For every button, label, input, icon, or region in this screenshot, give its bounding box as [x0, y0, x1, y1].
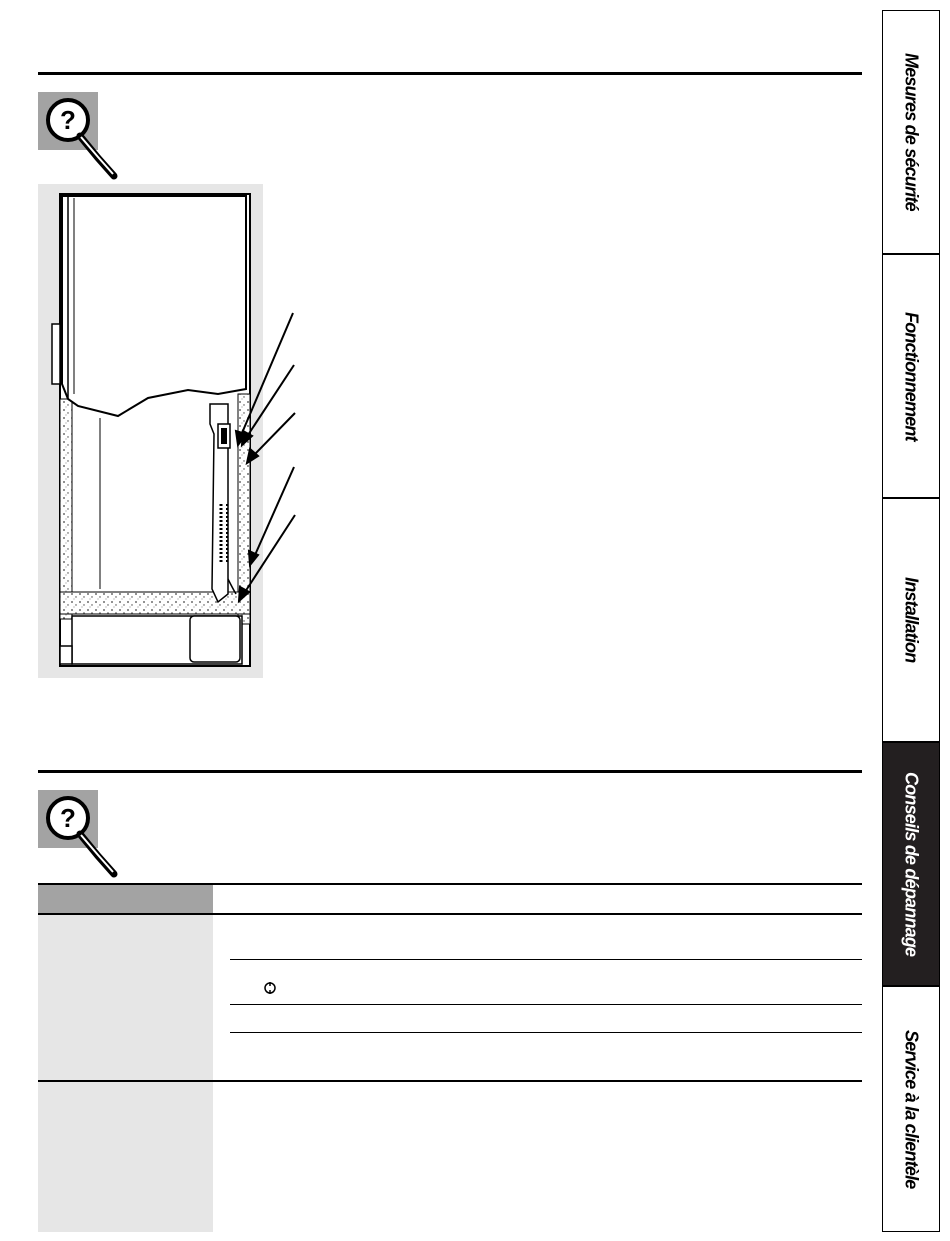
tab-label: Mesures de sécurité: [901, 53, 922, 211]
table-divider: [230, 1032, 862, 1033]
table-row-1-label-cell: [38, 915, 213, 1080]
tab-label: Conseils de dépannage: [901, 771, 922, 957]
tab-label: Fonctionnement: [901, 311, 922, 441]
power-symbol-icon: [263, 981, 277, 995]
tab-conseils-de-depannage[interactable]: [882, 742, 940, 986]
section-1-rule: [38, 72, 862, 75]
tab-service-a-la-clientele[interactable]: [882, 986, 940, 1232]
table-row-2-label-cell: [38, 1082, 213, 1232]
figure-pointer-arrows: [220, 305, 310, 615]
question-magnifier-icon: [38, 92, 128, 180]
tab-installation[interactable]: [882, 498, 940, 742]
table-divider: [230, 1004, 862, 1005]
svg-text:?: ?: [60, 803, 76, 833]
table-divider: [230, 959, 862, 960]
table-header-cell: [38, 885, 213, 913]
tab-fonctionnement[interactable]: [882, 254, 940, 498]
tab-label: Installation: [901, 577, 922, 663]
tab-label: Service à la clientèle: [901, 1029, 922, 1189]
svg-text:?: ?: [60, 105, 76, 135]
tab-mesures-de-securite[interactable]: [882, 10, 940, 254]
section-2-rule: [38, 770, 862, 773]
side-tabs: [882, 10, 940, 1230]
question-magnifier-icon: [38, 790, 128, 878]
